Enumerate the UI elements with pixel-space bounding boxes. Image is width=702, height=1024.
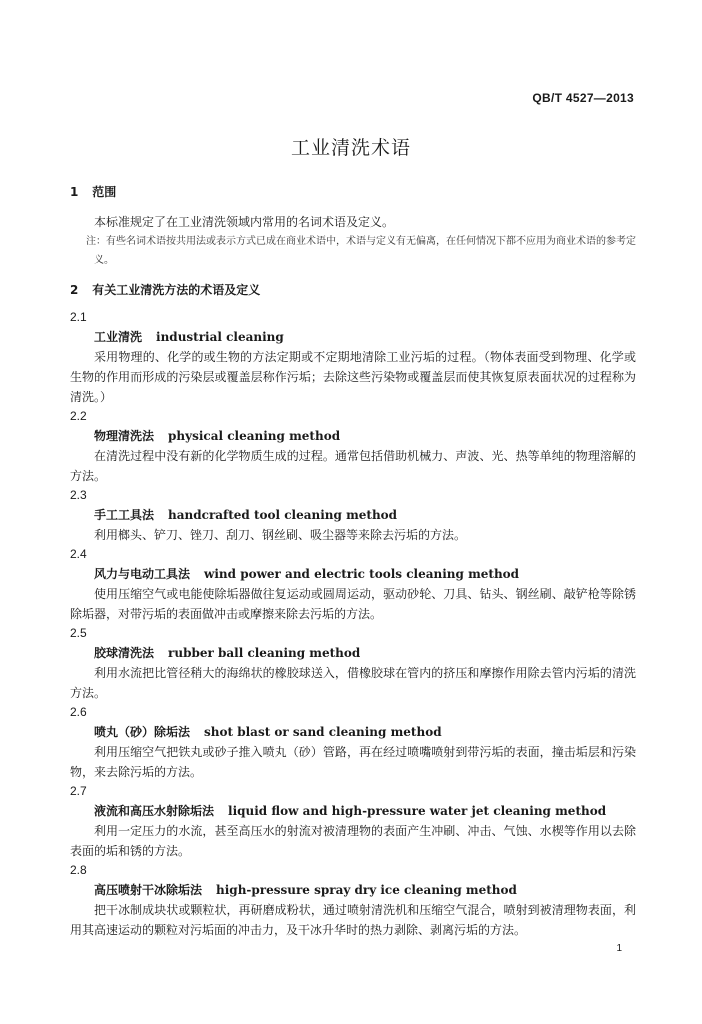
document-body — [70, 182, 636, 940]
term-name — [70, 564, 636, 584]
term-entry — [70, 703, 636, 782]
section-2-heading — [70, 280, 636, 300]
term-number: 2.6 — [70, 705, 87, 719]
term-name — [70, 801, 636, 821]
term-number: 2.3 — [70, 488, 87, 502]
section-1-body: 本标准规定了在工业清洗领域内常用的名词术语及定义。 — [94, 215, 395, 229]
term-chinese: 胶球清洗法 — [94, 646, 155, 660]
term-chinese: 高压喷射干冰除垢法 — [94, 883, 203, 897]
term-chinese: 喷丸（砂）除垢法 — [94, 725, 191, 739]
term-definition: 在清洗过程中没有新的化学物质生成的过程。通常包括借助机械力、声波、光、热等单纯的物理溶解的方法。 — [70, 449, 636, 483]
term-entry — [70, 782, 636, 861]
term-entry — [70, 624, 636, 703]
term-definition: 采用物理的、化学的或生物的方法定期或不定期地清除工业污垢的过程。（物体表面受到物理、化学或生物的作用而形成的污染层或覆盖层称作污垢；去除这些污染物或覆盖层而使其恢复原表面状况的过程称为清洗。） — [70, 350, 636, 404]
term-english: industrial cleaning — [156, 330, 284, 344]
term-chinese: 工业清洗 — [94, 330, 143, 344]
term-number: 2.1 — [70, 310, 87, 324]
term-english: physical cleaning method — [168, 429, 341, 443]
document-title: 工业清洗术语 — [290, 137, 411, 159]
term-number: 2.2 — [70, 409, 87, 423]
term-definition: 利用水流把比管径稍大的海绵状的橡胶球送入，借橡胶球在管内的挤压和摩擦作用除去管内污垢的清洗方法。 — [70, 666, 636, 700]
term-english: handcrafted tool cleaning method — [168, 508, 398, 522]
term-entry — [70, 545, 636, 624]
term-name — [70, 880, 636, 900]
term-definition: 把干冰制成块状或颗粒状，再研磨成粉状，通过喷射清洗机和压缩空气混合，喷射到被清理物表面，利用其高速运动的颗粒对污垢面的冲击力，及干冰升华时的热力剥除、剥离污垢的方法。 — [70, 903, 636, 937]
term-number: 2.7 — [70, 784, 87, 798]
term-english: rubber ball cleaning method — [168, 646, 361, 660]
section-1-title: 范围 — [92, 185, 117, 199]
term-chinese: 液流和高压水射除垢法 — [94, 804, 215, 818]
term-english: shot blast or sand cleaning method — [204, 725, 442, 739]
term-english: high-pressure spray dry ice cleaning method — [216, 883, 517, 897]
term-number: 2.5 — [70, 626, 87, 640]
term-name — [70, 722, 636, 742]
term-definition: 利用一定压力的水流，甚至高压水的射流对被清理物的表面产生冲刷、冲击、气蚀、水楔等作用以去除表面的垢和锈的方法。 — [70, 824, 636, 858]
term-name — [70, 505, 636, 525]
term-english: liquid flow and high-pressure water jet cleaning method — [228, 804, 607, 818]
term-number: 2.4 — [70, 547, 87, 561]
term-number: 2.8 — [70, 863, 87, 877]
section-1-number: 1 — [70, 185, 79, 199]
term-english: wind power and electric tools cleaning method — [204, 567, 520, 581]
term-chinese: 手工工具法 — [94, 508, 155, 522]
standard-code: QB/T 4527—2013 — [532, 91, 634, 105]
term-name — [70, 643, 636, 663]
term-name — [70, 327, 636, 347]
term-entry — [70, 486, 636, 545]
term-entry — [70, 407, 636, 486]
section-1-heading — [70, 182, 636, 202]
term-definition: 使用压缩空气或电能使除垢器做往复运动或圆周运动，驱动砂轮、刀具、钻头、钢丝刷、敲铲枪等除锈除垢器，对带污垢的表面做冲击或摩擦来除去污垢的方法。 — [70, 587, 636, 621]
term-definition: 利用压缩空气把铁丸或砂子推入喷丸（砂）管路，再在经过喷嘴喷射到带污垢的表面，撞击垢层和污染物，来去除污垢的方法。 — [70, 745, 636, 779]
term-chinese: 物理清洗法 — [94, 429, 155, 443]
term-chinese: 风力与电动工具法 — [94, 567, 191, 581]
page-number: 1 — [616, 943, 622, 954]
term-definition: 利用榔头、铲刀、锉刀、刮刀、钢丝刷、吸尘器等来除去污垢的方法。 — [94, 528, 467, 542]
term-entry — [70, 861, 636, 940]
term-entry — [70, 308, 636, 407]
term-name — [70, 426, 636, 446]
section-2-number: 2 — [70, 283, 79, 297]
section-2-title: 有关工业清洗方法的术语及定义 — [92, 283, 261, 297]
section-1-note: 注：有些名词术语按共用法或表示方式已成在商业术语中，术语与定义有无偏离，在任何情况下都不应用为商业术语的参考定义。 — [86, 236, 636, 266]
